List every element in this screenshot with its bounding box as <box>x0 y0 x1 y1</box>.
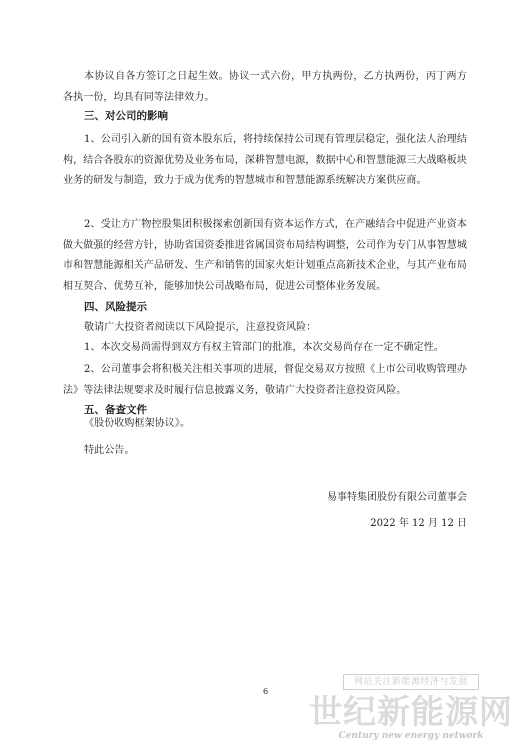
watermark-banner: 网站关注新能源经济与发展 <box>343 674 479 690</box>
paragraph-risk-1: 1、本次交易尚需得到双方有权主管部门的批准，本次交易尚存在一定不确定性。 <box>84 342 444 353</box>
signature-date: 2022 年 12 月 12 日 <box>370 518 467 529</box>
paragraph-closing: 特此公告。 <box>84 445 135 456</box>
paragraph-risk-2: 2、公司董事会将积极关注相关事项的进展，督促交易双方按照《上市公司收购管理办法》等法律法规要求及时履行信息披露义务，敬请广大投资者注意投资风险。 <box>63 364 467 396</box>
paragraph-effectiveness: 本协议自各方签订之日起生效。协议一式六份，甲方执两份，乙方执两份，丙丁两方各执一份，均具有同等法律效力。 <box>63 71 467 103</box>
paragraph-risk-intro: 敬请广大投资者阅读以下风险提示，注意投资风险： <box>84 322 317 333</box>
section-heading-impact: 三、对公司的影响 <box>84 110 168 122</box>
paragraph-documents: 《股份收购框架协议》。 <box>84 418 191 429</box>
section-heading-documents: 五、备查文件 <box>84 404 147 416</box>
section-heading-risk: 四、风险提示 <box>84 301 147 313</box>
signature-company: 易事特集团股份有限公司董事会 <box>327 492 467 503</box>
paragraph-impact-2: 2、受让方广物控股集团积极探索创新国有资本运作方式，在产融结合中促进产业资本做大做强的经营方针，协助省国资委推进省属国资布局结构调整，公司作为专门从事智慧城市和智慧能源相关产品研发、生产和销售的国家火炬计划重点高新技术企业，与其产业布局相互契合、优势互补，能够加快公司战略布局，促进公司整体业务发展。 <box>63 219 467 292</box>
watermark-logo-text: 世纪新能源网 <box>309 692 513 731</box>
paragraph-impact-1: 1、公司引入新的国有资本股东后，将持续保持公司现有管理层稳定，强化法人治理结构，结合各股东的资源优势及业务布局，深耕智慧电源，数据中心和智慧能源三大战略板块业务的研发与制造，致力于成为优秀的智慧城市和智慧能源系统解决方案供应商。 <box>63 134 467 186</box>
page-number: 6 <box>262 687 269 696</box>
watermark-subtitle: Century new energy network <box>338 731 484 741</box>
